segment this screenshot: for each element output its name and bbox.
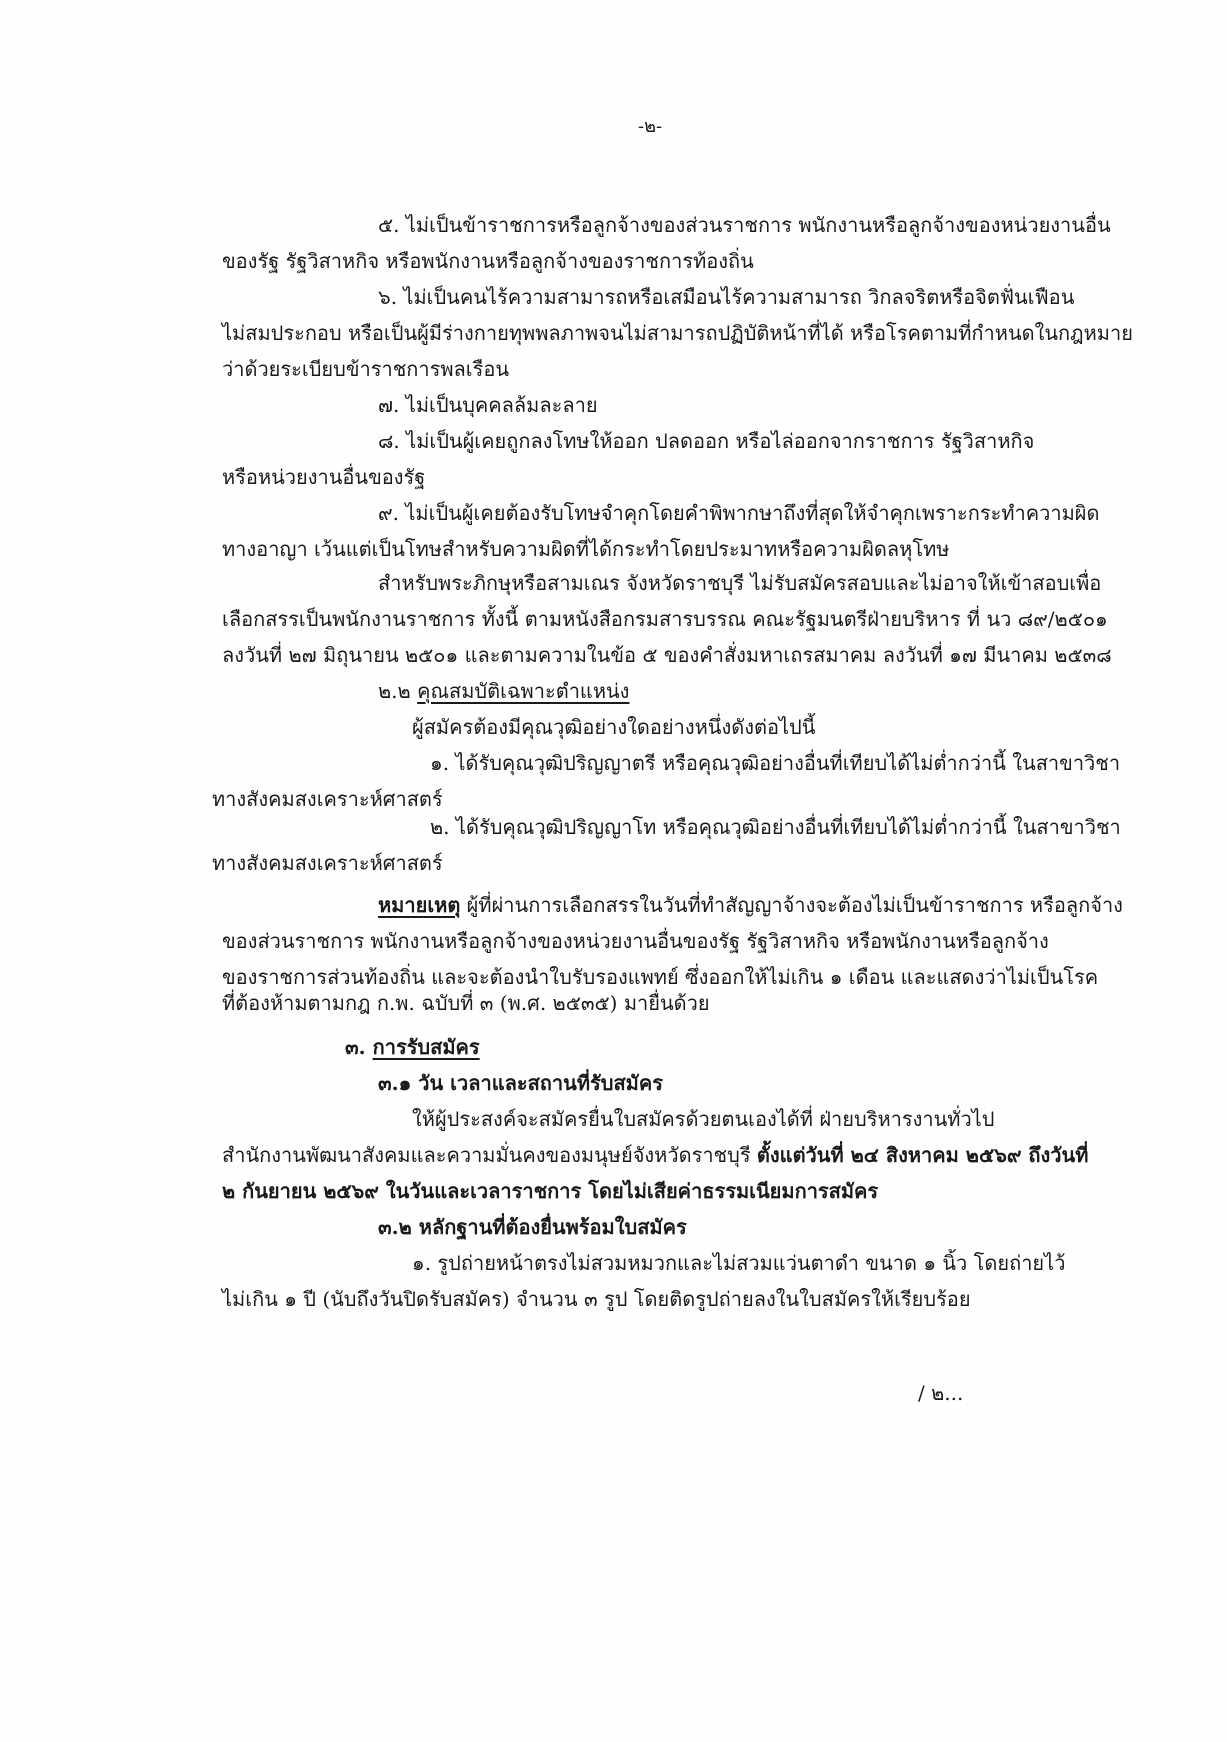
text-line: ไม่สมประกอบ หรือเป็นผู้มีร่างกายทุพพลภาพจนไม่สามารถปฏิบัติหน้าที่ได้ หรือโรคตามที่กำหนดในกฎหมาย xyxy=(222,321,1133,345)
qualification-item-6: ๖. ไม่เป็นคนไร้ความสามารถหรือเสมือนไร้ความสามารถ วิกลจริตหรือจิตฟั่นเฟือน xyxy=(378,285,1075,309)
office-name: สำนักงานพัฒนาสังคมและความมั่นคงของมนุษย์จังหวัดราชบุรี xyxy=(222,1143,757,1167)
text-line xyxy=(222,1140,1088,1170)
qualification-item-7: ๗. ไม่เป็นบุคคลล้มละลาย xyxy=(378,393,598,417)
monk-note-paragraph: สำหรับพระภิกษุหรือสามเณร จังหวัดราชบุรี ไม่รับสมัครสอบและไม่อาจให้เข้าสอบเพื่อ xyxy=(378,571,1102,595)
application-dates: ตั้งแต่วันที่ ๒๔ สิงหาคม ๒๕๖๙ ถึงวันที่ xyxy=(756,1143,1089,1167)
application-dates-line: ๒ กันยายน ๒๕๖๙ ในวันและเวลาราชการ โดยไม่เสียค่าธรรมเนียมการสมัคร xyxy=(222,1179,879,1203)
text-line: ของราชการส่วนท้องถิ่น และจะต้องนำใบรับรองแพทย์ ซึ่งออกให้ไม่เกิน ๑ เดือน และแสดงว่าไม่เป็นโรค xyxy=(222,965,1099,989)
text-line: ทางอาญา เว้นแต่เป็นโทษสำหรับความผิดที่ได้กระทำโดยประมาทหรือความผิดลหุโทษ xyxy=(222,537,950,561)
remark-text: ผู้ที่ผ่านการเลือกสรรในวันที่ทำสัญญาจ้างจะต้องไม่เป็นข้าราชการ หรือลูกจ้าง xyxy=(460,893,1123,917)
text-line: ทางสังคมสงเคราะห์ศาสตร์ xyxy=(212,787,443,811)
text-line: ลงวันที่ ๒๗ มิถุนายน ๒๕๐๑ และตามความในข้อ ๕ ของคำสั่งมหาเถรสมาคม ลงวันที่ ๑๗ มีนาคม ๒๕๓๘ xyxy=(222,643,1112,667)
text-line: ว่าด้วยระเบียบข้าราชการพลเรือน xyxy=(222,357,510,381)
degree-item-2: ๒. ได้รับคุณวุฒิปริญญาโท หรือคุณวุฒิอย่างอื่นที่เทียบได้ไม่ต่ำกว่านี้ ในสาขาวิชา xyxy=(430,815,1121,839)
text-line: ผู้สมัครต้องมีคุณวุฒิอย่างใดอย่างหนึ่งดังต่อไปนี้ xyxy=(412,715,816,739)
document-item-1: ๑. รูปถ่ายหน้าตรงไม่สวมหมวกและไม่สวมแว่นตาดำ ขนาด ๑ นิ้ว โดยถ่ายไว้ xyxy=(412,1251,1066,1275)
section-number: ๒.๒ xyxy=(378,679,411,703)
continuation-marker: / ๒... xyxy=(918,1381,964,1405)
section-3-2-heading: ๓.๒ หลักฐานที่ต้องยื่นพร้อมใบสมัคร xyxy=(378,1215,687,1239)
text-line: เลือกสรรเป็นพนักงานราชการ ทั้งนี้ ตามหนังสือกรมสารบรรณ คณะรัฐมนตรีฝ่ายบริหาร ที่ นว ๘๙/๒๕๐๑ xyxy=(222,607,1108,631)
section-number: ๓. xyxy=(345,1035,366,1059)
qualification-item-9: ๙. ไม่เป็นผู้เคยต้องรับโทษจำคุกโดยคำพิพากษาถึงที่สุดให้จำคุกเพราะกระทำความผิด xyxy=(378,501,1100,525)
section-title: การรับสมัคร xyxy=(372,1035,480,1059)
degree-item-1: ๑. ได้รับคุณวุฒิปริญญาตรี หรือคุณวุฒิอย่างอื่นที่เทียบได้ไม่ต่ำกว่านี้ ในสาขาวิชา xyxy=(430,751,1121,775)
qualification-item-8: ๘. ไม่เป็นผู้เคยถูกลงโทษให้ออก ปลดออก หรือไล่ออกจากราชการ รัฐวิสาหกิจ xyxy=(378,429,1035,453)
text-line: ที่ต้องห้ามตามกฎ ก.พ. ฉบับที่ ๓ (พ.ศ. ๒๕๓๕) มายื่นด้วย xyxy=(222,991,710,1015)
section-3-heading xyxy=(345,1032,480,1062)
text-line: ของส่วนราชการ พนักงานหรือลูกจ้างของหน่วยงานอื่นของรัฐ รัฐวิสาหกิจ หรือพนักงานหรือลูกจ้าง xyxy=(222,929,1049,953)
text-line: ไม่เกิน ๑ ปี (นับถึงวันปิดรับสมัคร) จำนวน ๓ รูป โดยติดรูปถ่ายลงในใบสมัครให้เรียบร้อย xyxy=(222,1287,971,1311)
text-line: ของรัฐ รัฐวิสาหกิจ หรือพนักงานหรือลูกจ้างของราชการท้องถิ่น xyxy=(222,249,754,273)
section-2-2-heading xyxy=(378,676,629,706)
section-title: คุณสมบัติเฉพาะตำแหน่ง xyxy=(417,679,630,703)
section-3-1-heading: ๓.๑ วัน เวลาและสถานที่รับสมัคร xyxy=(378,1071,663,1095)
qualification-item-5: ๕. ไม่เป็นข้าราชการหรือลูกจ้างของส่วนราชการ พนักงานหรือลูกจ้างของหน่วยงานอื่น xyxy=(378,213,1111,237)
remark-label: หมายเหตุ xyxy=(378,893,461,917)
remark-paragraph xyxy=(378,890,1123,920)
text-line: ทางสังคมสงเคราะห์ศาสตร์ xyxy=(212,851,443,875)
application-place-paragraph: ให้ผู้ประสงค์จะสมัครยื่นใบสมัครด้วยตนเองได้ที่ ฝ่ายบริหารงานทั่วไป xyxy=(412,1107,995,1131)
page-number: -๒- xyxy=(638,116,663,137)
text-line: หรือหน่วยงานอื่นของรัฐ xyxy=(222,465,426,489)
